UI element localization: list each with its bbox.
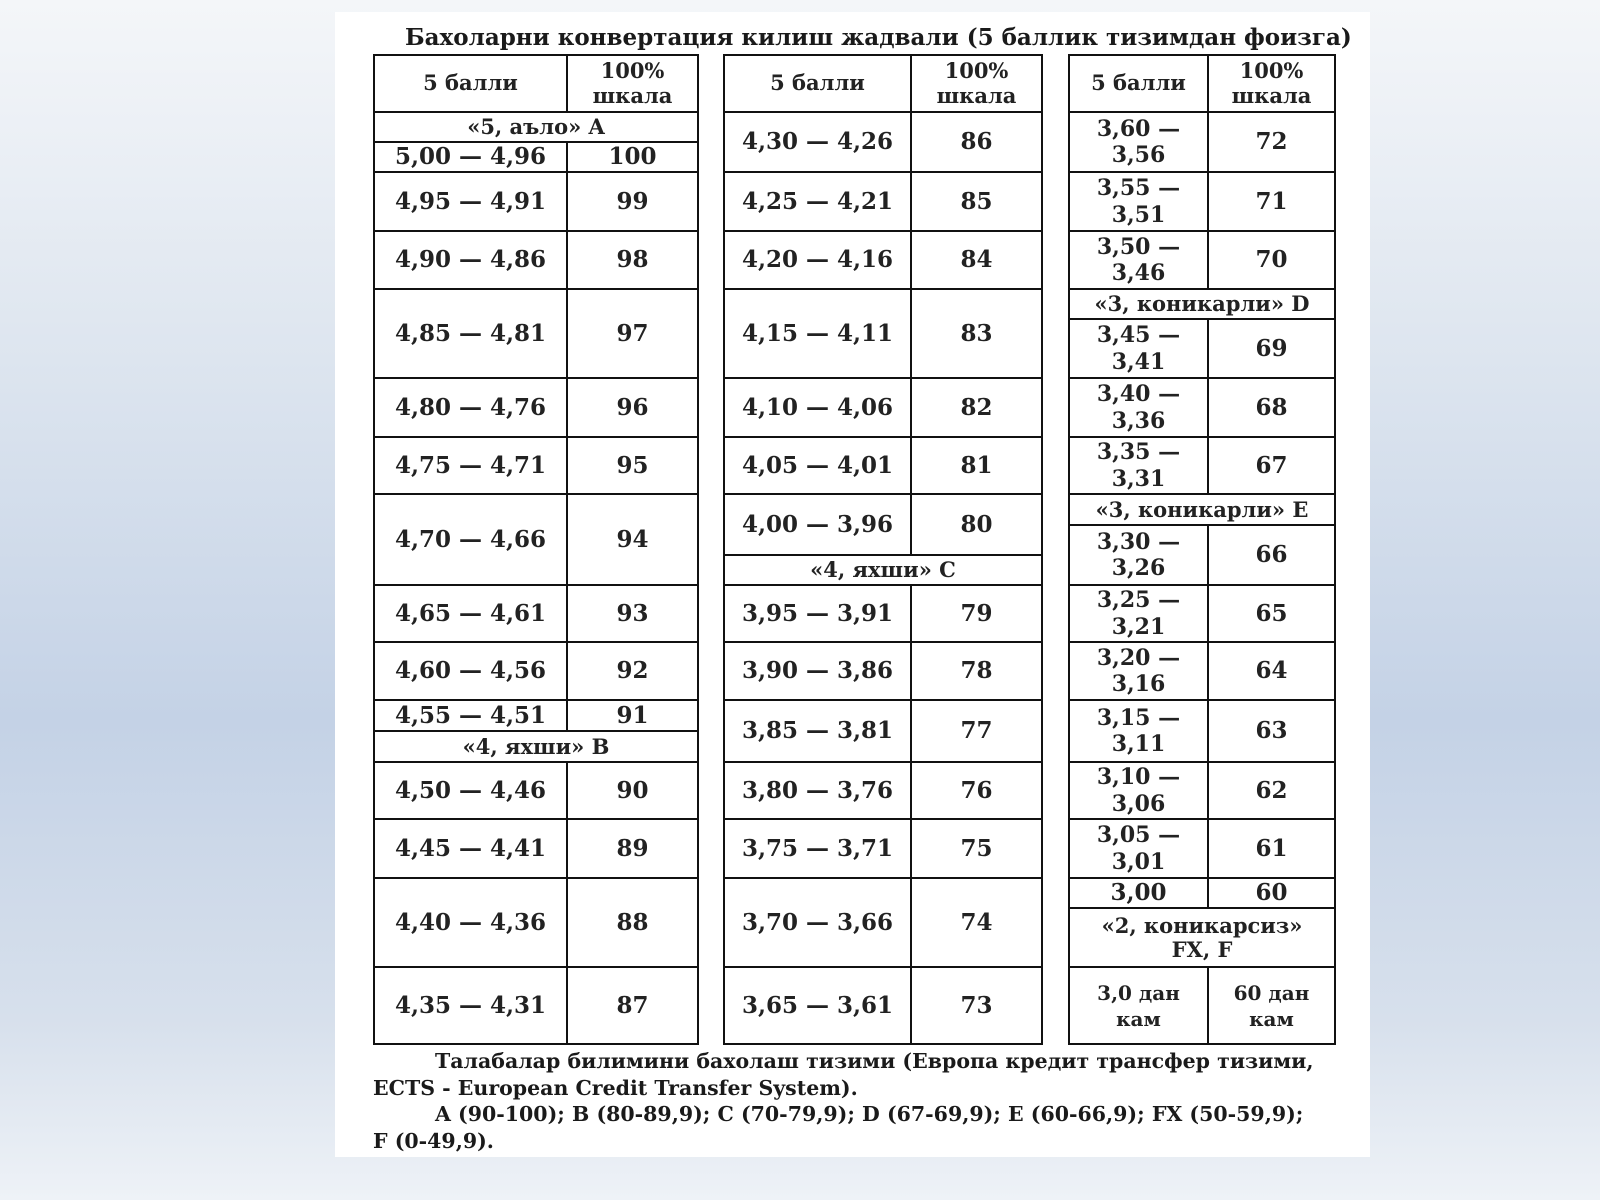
footnote-line: ECTS - European Credit Transfer System). — [373, 1075, 858, 1100]
range-cell: 5,00 — 4,96 — [375, 143, 568, 173]
range-cell: 4,75 — 4,71 — [375, 438, 568, 495]
score-cell: 79 — [912, 586, 1041, 643]
score-cell: 61 — [1209, 820, 1334, 879]
score-cell: 80 — [912, 495, 1041, 556]
score-cell: 65 — [1209, 586, 1334, 643]
range-cell: 3,60 — 3,56 — [1070, 113, 1209, 173]
range-cell: 3,75 — 3,71 — [725, 820, 912, 879]
range-cell: 4,25 — 4,21 — [725, 173, 912, 232]
score-cell: 96 — [568, 379, 697, 438]
score-cell: 62 — [1209, 763, 1334, 820]
score-cell: 60 — [1209, 879, 1334, 909]
score-cell: 63 — [1209, 701, 1334, 763]
range-cell: 4,40 — 4,36 — [375, 879, 568, 968]
range-cell: 4,95 — 4,91 — [375, 173, 568, 232]
score-cell: 84 — [912, 232, 1041, 290]
score-cell: 64 — [1209, 643, 1334, 701]
header-5-ball: 5 балли — [725, 56, 912, 113]
score-cell: 78 — [912, 643, 1041, 701]
range-cell: 3,90 — 3,86 — [725, 643, 912, 701]
score-cell: 72 — [1209, 113, 1334, 173]
score-cell: 60 дан кам — [1233, 980, 1310, 1031]
footnote-line: Талабалар билимини бахолаш тизими (Европа кредит трансфер тизими, — [435, 1049, 1314, 1073]
table-column-1 — [373, 54, 699, 1045]
score-cell: 69 — [1209, 320, 1334, 379]
score-cell: 82 — [912, 379, 1041, 438]
header-100-scale: 100% шкала — [568, 56, 697, 113]
score-cell: 85 — [912, 173, 1041, 232]
score-cell: 75 — [912, 820, 1041, 879]
group-label-c: «4, яхши» C — [725, 556, 1041, 586]
header-5-ball: 5 балли — [375, 56, 568, 113]
range-cell: 3,05 — 3,01 — [1070, 820, 1209, 879]
group-label-a: «5, аъло» A — [375, 113, 697, 143]
score-cell: 100 — [568, 143, 697, 173]
score-cell: 67 — [1209, 438, 1334, 495]
group-label-d: «3, коникарли» D — [1070, 290, 1334, 320]
table-column-3 — [1068, 54, 1336, 1045]
score-cell: 81 — [912, 438, 1041, 495]
score-cell: 86 — [912, 113, 1041, 173]
range-cell: 4,80 — 4,76 — [375, 379, 568, 438]
range-cell: 3,85 — 3,81 — [725, 701, 912, 763]
score-cell: 76 — [912, 763, 1041, 820]
footnote — [373, 1048, 1333, 1155]
score-cell: 90 — [568, 763, 697, 820]
range-cell: 3,0 дан кам — [1070, 968, 1209, 1043]
score-cell: 88 — [568, 879, 697, 968]
range-cell: 4,45 — 4,41 — [375, 820, 568, 879]
score-cell: 77 — [912, 701, 1041, 763]
range-cell: 3,10 — 3,06 — [1070, 763, 1209, 820]
footnote-line: F (0-49,9). — [373, 1128, 494, 1153]
range-cell: 3,30 — 3,26 — [1070, 526, 1209, 586]
range-cell: 4,85 — 4,81 — [375, 290, 568, 379]
table-column-2 — [723, 54, 1043, 1045]
range-cell: 4,65 — 4,61 — [375, 586, 568, 643]
range-cell: 3,40 — 3,36 — [1070, 379, 1209, 438]
score-cell: 93 — [568, 586, 697, 643]
range-cell: 3,70 — 3,66 — [725, 879, 912, 968]
score-cell: 74 — [912, 879, 1041, 968]
score-cell: 98 — [568, 232, 697, 290]
score-cell: 87 — [616, 991, 649, 1019]
header-100-scale: 100% шкала — [1209, 56, 1334, 113]
range-cell: 3,35 — 3,31 — [1070, 438, 1209, 495]
score-cell: 94 — [568, 495, 697, 586]
range-cell: 4,90 — 4,86 — [375, 232, 568, 290]
score-cell: 95 — [568, 438, 697, 495]
score-cell: 70 — [1209, 232, 1334, 290]
range-cell: 4,05 — 4,01 — [725, 438, 912, 495]
range-cell: 4,55 — 4,51 — [375, 701, 568, 732]
group-label-e: «3, коникарли» E — [1070, 495, 1334, 526]
range-cell: 4,15 — 4,11 — [725, 290, 912, 379]
range-cell: 3,45 — 3,41 — [1070, 320, 1209, 379]
score-cell: 66 — [1209, 526, 1334, 586]
range-cell: 4,30 — 4,26 — [725, 113, 912, 173]
range-cell: 4,50 — 4,46 — [375, 763, 568, 820]
range-cell: 4,60 — 4,56 — [375, 643, 568, 701]
range-cell: 4,10 — 4,06 — [725, 379, 912, 438]
score-cell: 99 — [568, 173, 697, 232]
range-cell: 3,80 — 3,76 — [725, 763, 912, 820]
score-cell: 68 — [1209, 379, 1334, 438]
score-cell: 97 — [568, 290, 697, 379]
score-cell: 91 — [568, 701, 697, 732]
range-cell: 4,20 — 4,16 — [725, 232, 912, 290]
score-cell: 89 — [568, 820, 697, 879]
range-cell: 3,00 — [1070, 879, 1209, 909]
footnote-line: A (90-100); B (80-89,9); C (70-79,9); D (67-69,9); E (60-66,9); FX (50-59,9); — [435, 1102, 1304, 1127]
group-label-f: «2, коникарсиз» FX, F — [1070, 909, 1334, 968]
range-cell: 3,65 — 3,61 — [725, 968, 912, 1043]
header-5-ball: 5 балли — [1070, 56, 1209, 113]
score-cell: 92 — [568, 643, 697, 701]
range-cell: 3,55 — 3,51 — [1070, 173, 1209, 232]
range-cell: 4,00 — 3,96 — [725, 495, 912, 556]
range-cell: 4,35 — 4,31 — [375, 968, 568, 1043]
range-cell: 4,70 — 4,66 — [375, 495, 568, 586]
score-cell: 71 — [1209, 173, 1334, 232]
document-page — [335, 12, 1370, 1157]
table-title: Бахоларни конвертация килиш жадвали (5 баллик тизимдан фоизга) — [405, 24, 1352, 51]
range-cell: 3,95 — 3,91 — [725, 586, 912, 643]
range-cell: 3,50 — 3,46 — [1070, 232, 1209, 290]
score-cell: 83 — [912, 290, 1041, 379]
range-cell: 3,25 — 3,21 — [1070, 586, 1209, 643]
group-label-b: «4, яхши» B — [375, 732, 697, 763]
header-100-scale: 100% шкала — [912, 56, 1041, 113]
range-cell: 3,15 — 3,11 — [1070, 701, 1209, 763]
range-cell: 3,20 — 3,16 — [1070, 643, 1209, 701]
score-cell: 73 — [960, 991, 993, 1019]
